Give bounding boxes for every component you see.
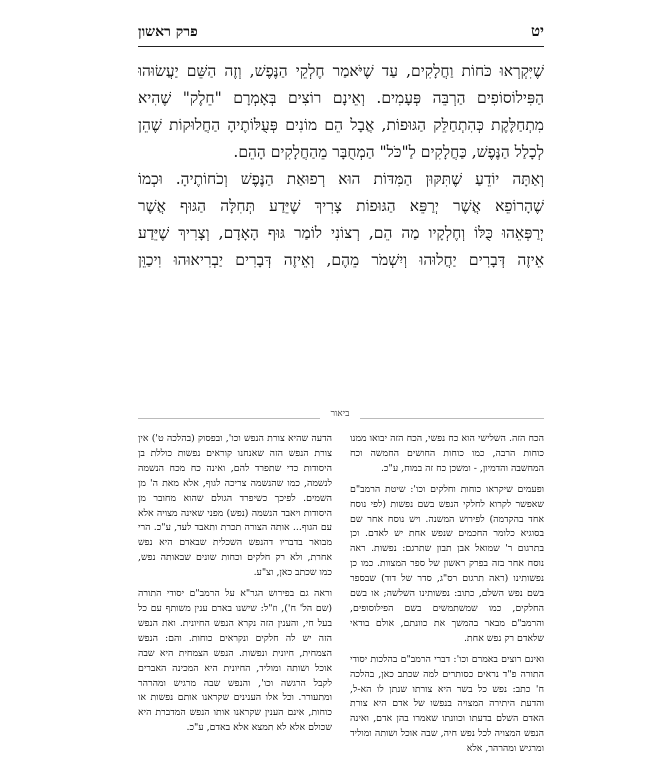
commentary-paragraph: ואינם רוצים באמרם וכו': דברי הרמב"ם בהלכות יסודי התורה פ"ד נראים כסותרים למה שכתב כאן, בהלכה ח' כתב: נפש כל בשר היא צורתו שנתן לו הא-ל, והדעת היתירה המצויה בנפשו של אדם היא צורת האדם השלם בדעתו וכוונתו שאמרו בהן אדם, ואינה הנפש המצויה לכל נפש חיה, שבה אוכל ושותה ומוליד ומרגיש ומהרהר, אלא xyxy=(350,653,544,755)
main-text-line: הַפִּילוֹסוֹפִים הַרְבֵּה פְּעָמִים. וְאֵינָם רוֹצִים בְּאָמְרָם "חֵלֶק" שֶׁהִיא xyxy=(138,89,544,107)
main-text xyxy=(138,58,544,274)
commentary-paragraph: הדעה שהיא צורת הנפש וכו', ובפסוק (בהלכה ט') אין צורת הנפש הזה שאנחנו קוראים נפשות כוללת בן היסודות כדי שתפרד להם, ואינה כח מכח הנשמה לנשמה, כמו שהנשמה צריכה לגוף, אלא מאת ה' מן השמים. לפיכך כשיפרד הגולם שהוא מחובר מן היסודות ויאבד הנשמה (נפש) מפני שאינה מצויה אלא עם הגוף... אותה הצורה תכרת ותאבד לעד, ע"כ. הרי מבואר בדבריו דהנפש השכלית שבאדם היא נפש אחרת, ולא רק חלקים וכחות שונים שבאותה נפש, כמו שכתב כאן, וצ"ע. xyxy=(138,433,332,579)
main-text-line: אֵיזֶה דְּבָרִים יַחֲלוּהוּ וְיִשְׁמֹר מֵהֶם, וְאֵיזֶה דְּבָרִים יַבְרִיאוּהוּ וִיכַוֵּן xyxy=(138,251,544,269)
chapter-title: פרק ראשון xyxy=(138,24,198,40)
main-text-line: יְרַפְּאֵהוּ כֻּלּוֹ וְחֶלְקָיו מַה הֵם, רְצוֹנִי לוֹמַר גּוּף הָאָדָם, וְצָרִיךְ שֶׁיֵּדַע xyxy=(138,224,544,242)
commentary-left-column xyxy=(138,432,332,763)
main-text-line: שֶׁהָרוֹפֵא אֲשֶׁר יְרַפֵּא הַגּוּפוֹת צָרִיךְ שֶׁיֵּדַע תְּחִלָּה הַגּוּף אֲשֶׁר xyxy=(138,197,544,215)
main-text-line: מִתְחַלֶּקֶת כְּהִתְחַלֵּק הַגּוּפוֹת, אֲבָל הֵם מוֹנִים פְּעֻלּוֹתֶיהָ הַחֲלוּקוֹת שֶׁהֵן xyxy=(138,116,544,134)
main-text-line: לְכָלַל הַנֶּפֶשׁ, כַּחֲלָקִים לַ"כֹּל" הַמְחֻבָּר מֵהַחֲלָקִים הָהֵם. xyxy=(233,143,544,161)
commentary-paragraph: הכח הזה. השלישי הוא כח נפשי, הכח הזה יבואו ממנו כוחות הרבה, כמו כוחות החושים החמשה וכח המחשבה והדמיון, - ומשכן כח זה במוח, ע"כ. xyxy=(350,433,544,474)
commentary-label: ביאור xyxy=(320,408,360,419)
main-text-line: שֶׁיִּקְרְאוּ כֹּחוֹת וַחֲלָקִים, עַד שֶׁיֹּאמַר חֶלְקֵי הַנֶּפֶשׁ, וְזֶה הַשֵּׁם יַעֲשׂוּהוּ xyxy=(138,62,544,80)
commentary-right-column xyxy=(350,432,544,763)
page-number: יט xyxy=(531,22,544,40)
commentary-paragraph: וראה גם בפירוש הגר"א על הרמב"ם יסודי התורה (שם הל' ח'), וז"ל: שישנו בארם ענין משותף עם כל בעל חי, והענין הזה נקרא הנפש החיונית. ואת הנפש הזה יש לה חלקים ונקראים כוחות. והם: הנפש הצמחית, חיונית ונפשות. הנפש הצמחית היא שבה אוכל ושותה ומוליד, החיונית היא המכינה האברים לקבל הרגשה וכו', והנפש שבה מרגיש ומהרהר ומתעורר. וכל אלו הענינים שקראנו אותם נפשות או כוחות, אינם הענין שקראנו אותו הנפש המדברת היא שכולם אלא לא תמצא אלא באדם, ע"כ. xyxy=(138,588,332,734)
commentary-paragraph: ופעמים שיקראו כוחות וחלקים וכו': שיטת הרמב"ם שאפשר לקרוא לחלקי הנפש בשם נפשות (לפי נוסח אחד בהקדמה) לפירוש המשנה. ויש נוסח אחר שם בסוגיא כלומר החכמים שנפש אחת יש לאדם. וכן בתרגום ר' שמואל אבן תבון שתרגם: נפשות. ראה נוסח אחר בזה בפרק ראשון של ספר המצוות. כמו כן נפשותינו (ראה תרגום רס"ג, סדר של דוד) שבספר בשם נפש השלם, כתוב: נפשותינו השלשה; או בשם החלקים, כמו שמשתמשים בשם הפילוסופים, והרמב"ם מבאר בהמשך את כוונתם, אולם בודאי שלאדם רק נפש אחת. xyxy=(350,483,544,644)
commentary-section xyxy=(138,432,544,763)
page-header xyxy=(138,22,544,47)
main-text-line: וְאַתָּה יוֹדֵעַ שֶׁתִּקּוּן הַמִּדּוֹת הוּא רְפוּאַת הַנֶּפֶשׁ וְכֹחוֹתֶיהָ. וּכְמוֹ xyxy=(138,170,544,188)
